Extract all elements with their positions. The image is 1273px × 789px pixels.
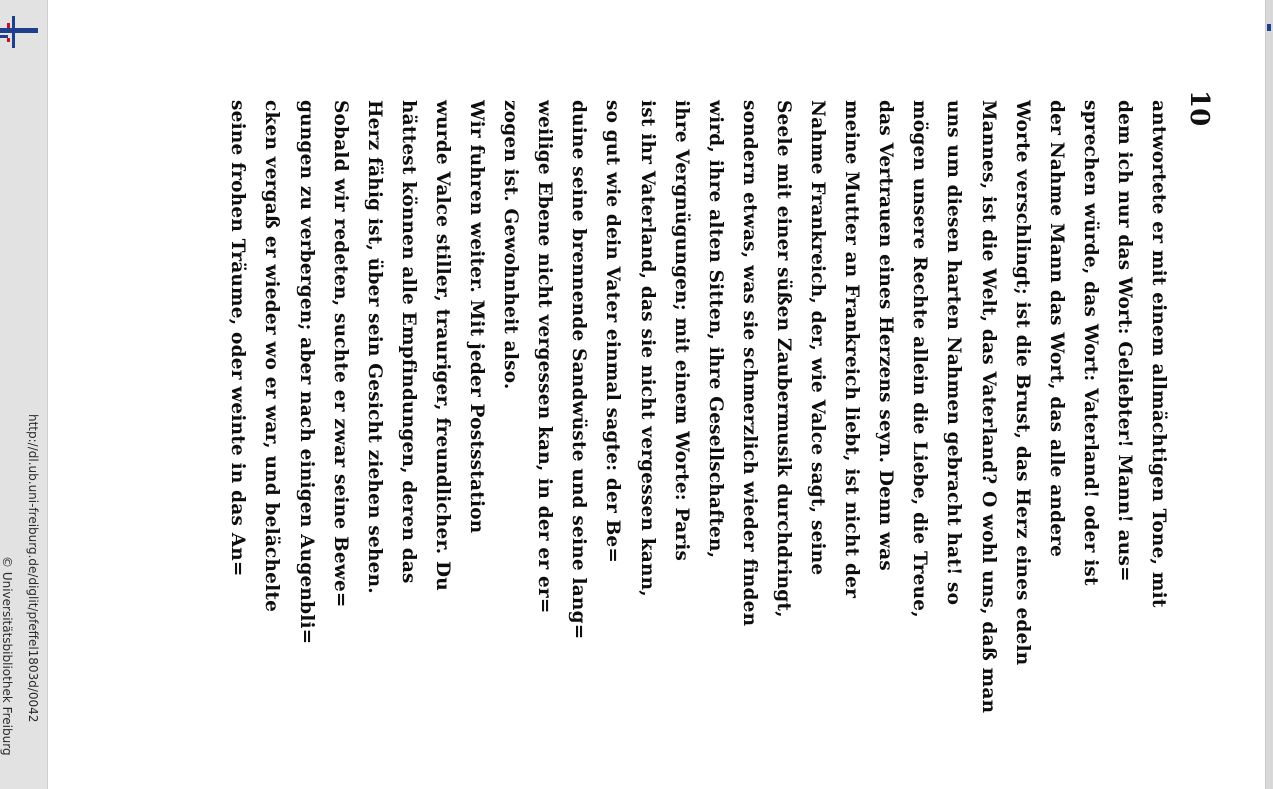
text-line: seine frohen Träume, oder weinte in das An= <box>227 100 249 577</box>
text-line: Herz fähig ist, über sein Gesicht ziehen sehen. <box>363 100 385 594</box>
text-line: duine seine brennende Sandwüste und seine lang= <box>568 100 590 640</box>
viewer-sidebar <box>0 0 48 789</box>
university-logo-icon <box>0 14 40 50</box>
text-line: ihre Vergnügungen; mit einem Worte: Paris <box>670 100 692 562</box>
text-line: sprechen würde, das Wort: Vaterland! oder ist <box>1079 100 1101 586</box>
text-line: cken vergaß er wieder wo er war, und belächelte <box>261 100 283 613</box>
text-line: weilige Ebene nicht vergessen kan, in der er er= <box>534 100 556 614</box>
page-number: 10 <box>1184 90 1214 127</box>
text-line: uns um diesen harten Nahmen gebracht hat! so <box>943 100 965 606</box>
text-line: so gut wie dein Vater einmal sagte: der Be= <box>602 100 624 564</box>
copyright-notice: © Universitätsbibliothek Freiburg <box>0 556 14 756</box>
text-line: antwortete er mit einem allmächtigen Tone, mit <box>1148 100 1169 608</box>
text-line: wurde Valce stiller, trauriger, freundlicher. Du <box>431 100 453 591</box>
text-line: Seele mit einer süßen Zaubermusik durchdringt, <box>772 100 794 618</box>
text-line: Mannes, ist die Welt, das Vaterland? O wohl uns, daß man <box>977 100 999 714</box>
text-line: ist ihr Vaterland, das sie nicht vergessen kann, <box>636 100 658 597</box>
scrollbar[interactable] <box>1265 0 1273 789</box>
text-line: dem ich nur das Wort: Geliebter! Mann! aus= <box>1113 100 1135 582</box>
text-line: Worte verschlingt; ist die Brust, das Herz eines edeln <box>1011 100 1033 666</box>
text-line: Wir fuhren weiter. Mit jeder Postsstation <box>466 100 487 534</box>
scrollbar-marker <box>1267 24 1271 31</box>
text-line: meine Mutter an Frankreich liebt, ist nicht der <box>841 100 863 599</box>
text-line: Sobald wir redeten, suchte er zwar seine Bewe= <box>329 100 351 608</box>
text-line: Nahme Frankreich, der, wie Valce sagt, seine <box>807 100 828 576</box>
text-line: sondern etwas, was sie schmerzlich wieder finden <box>738 100 760 627</box>
text-line: wird, ihre alten Sitten, ihre Gesellschaften, <box>704 100 726 559</box>
text-line: gungen zu verbergen; aber nach einigen Augenbli= <box>295 100 317 645</box>
text-line: mögen unsere Rechte allein die Liebe, die Treue, <box>909 100 931 618</box>
source-url[interactable]: http://dl.ub.uni-freiburg.de/diglit/pfeffel1803d/0042 <box>26 414 40 723</box>
scanned-page <box>60 0 1262 789</box>
text-line: hättest können alle Empfindungen, deren das <box>397 100 419 584</box>
text-line: das Vertrauen eines Herzens seyn. Denn was <box>875 100 897 571</box>
text-line: der Nahme Mann das Wort, das alle andere <box>1045 100 1067 558</box>
text-line: zogen ist. Gewohnheit also. <box>500 100 522 390</box>
